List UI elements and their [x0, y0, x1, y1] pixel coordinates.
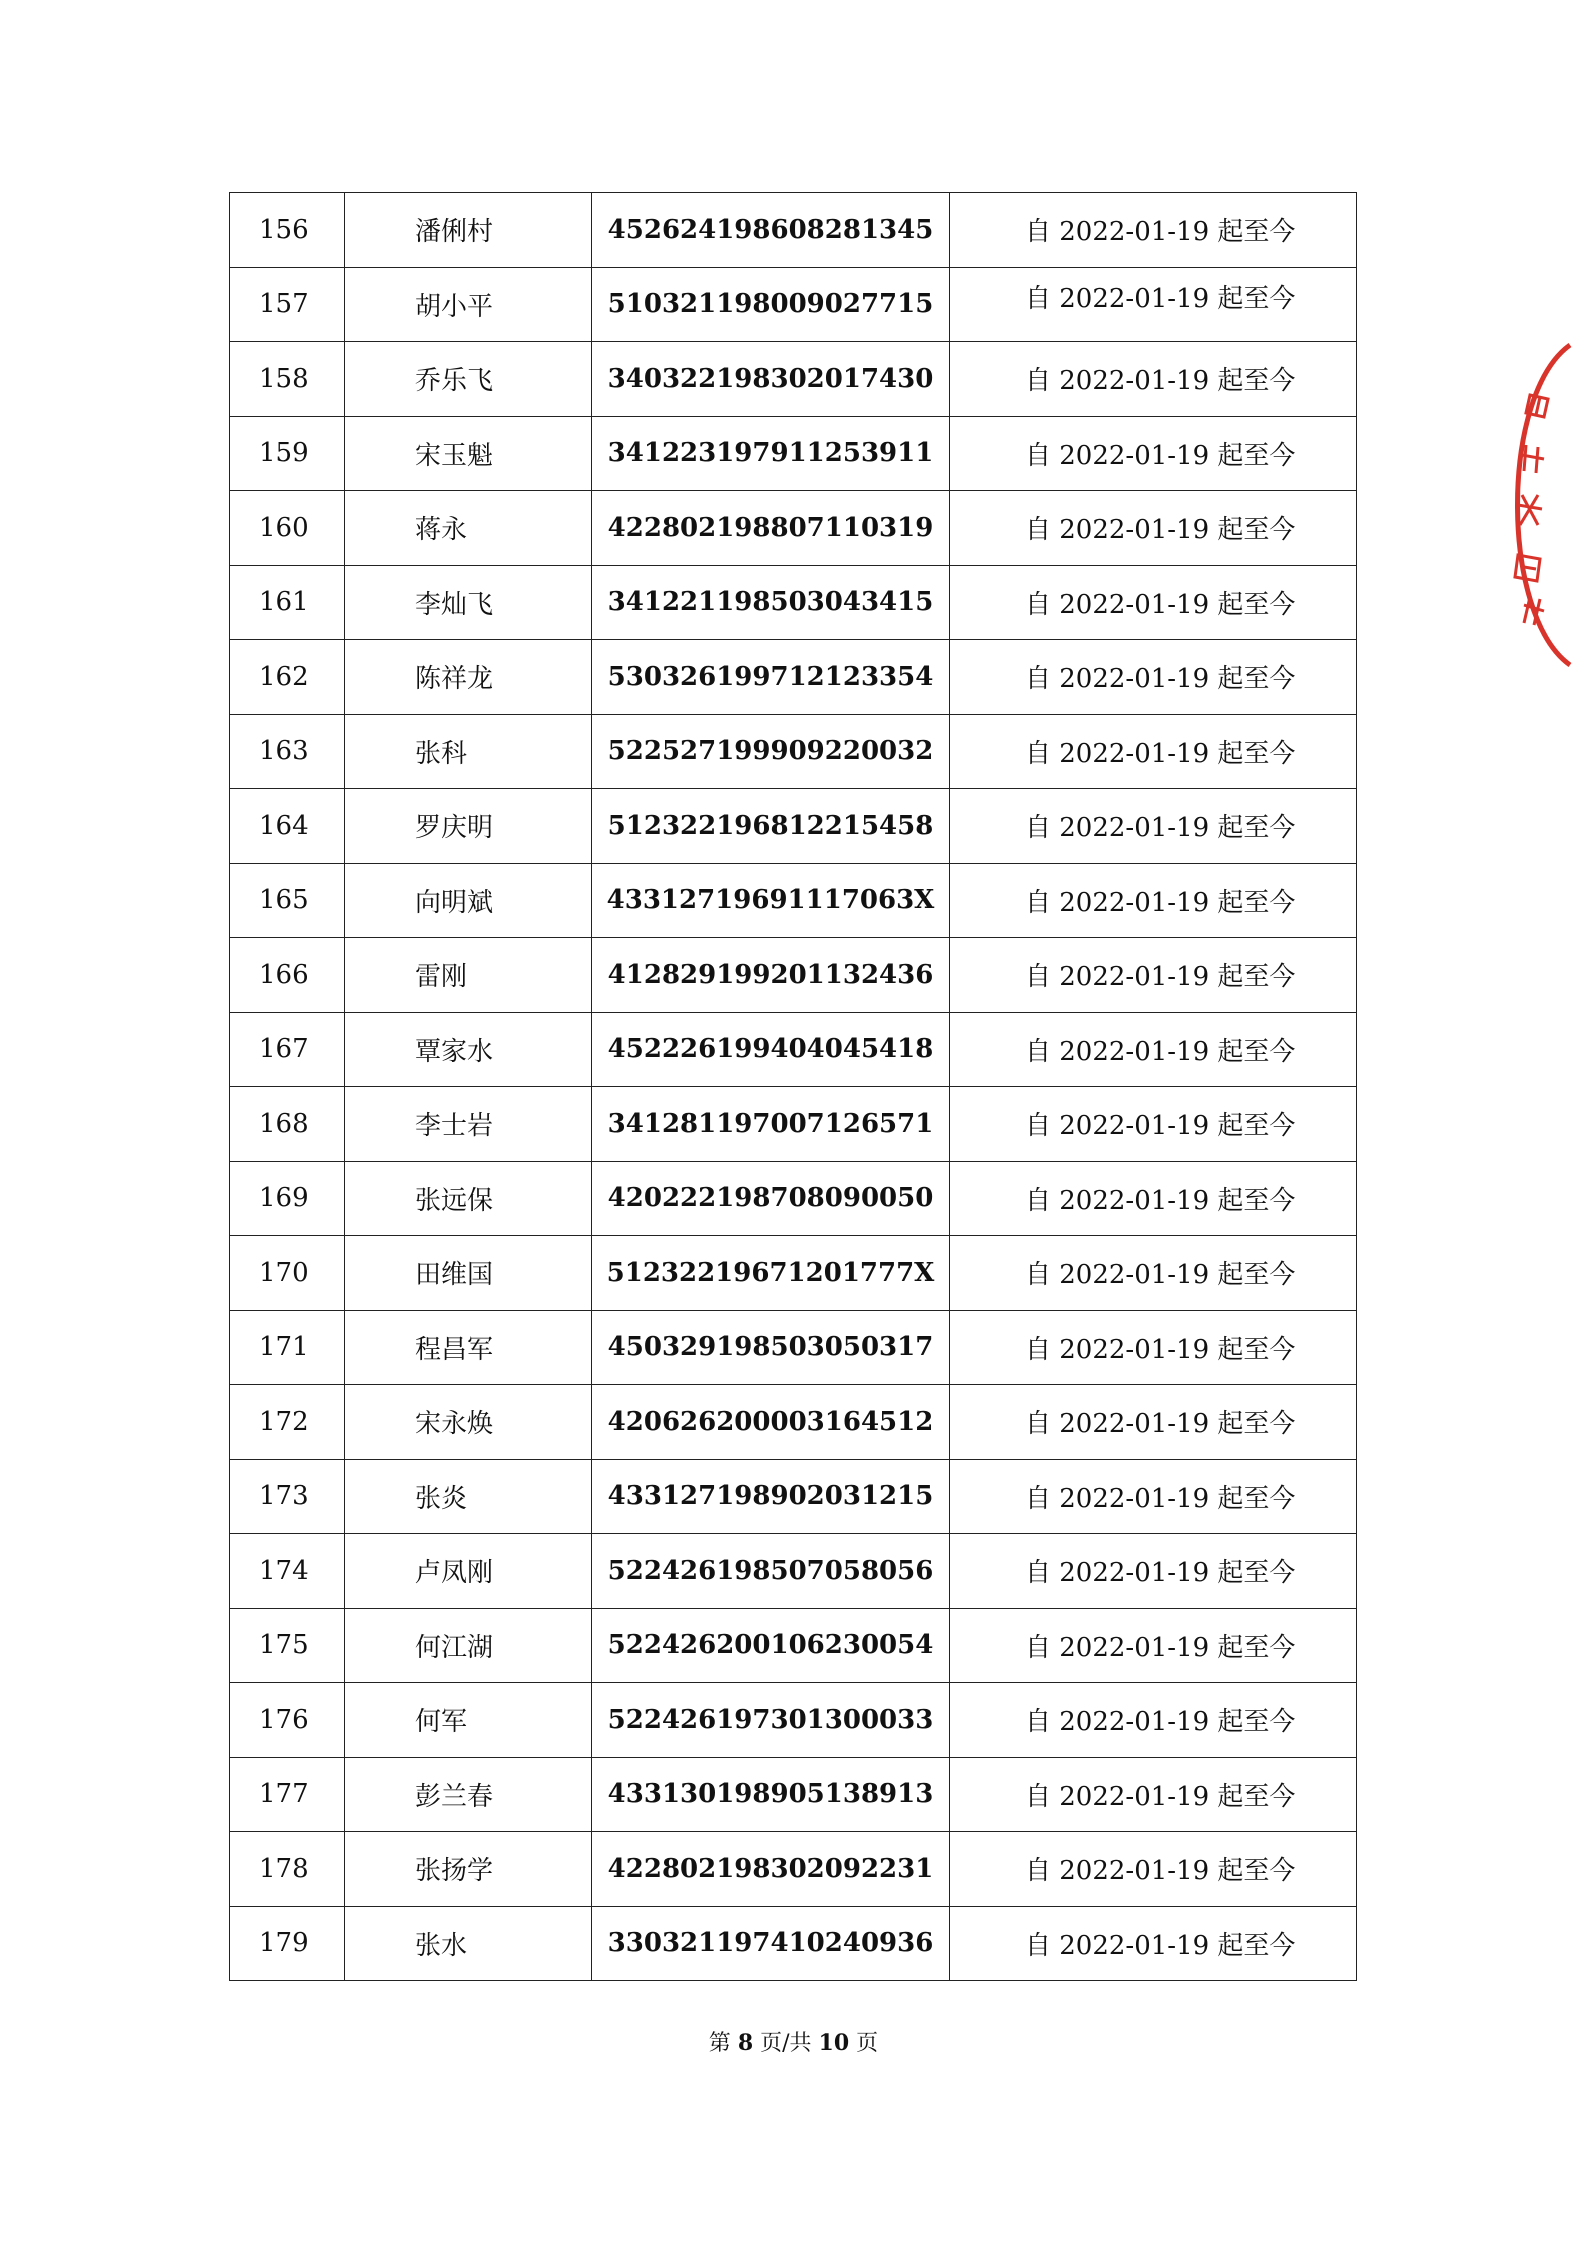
row-number: 170 — [259, 1257, 309, 1288]
id-number-cell — [592, 1608, 950, 1683]
id-number: 452226199404045418 — [607, 1034, 934, 1065]
roster-table — [229, 192, 1357, 1981]
id-number: 340322198302017430 — [607, 363, 934, 394]
id-number: 412829199201132436 — [607, 959, 934, 990]
validity-period-cell — [950, 1161, 1357, 1236]
validity-period: 自 2022-01-19 起至今 — [1025, 1409, 1296, 1440]
validity-period-cell — [950, 1310, 1357, 1385]
row-number-cell — [230, 267, 345, 342]
person-name-cell — [345, 714, 592, 789]
validity-period: 自 2022-01-19 起至今 — [1025, 962, 1296, 993]
id-number-cell — [592, 1310, 950, 1385]
row-number-cell — [230, 1310, 345, 1385]
id-number: 341223197911253911 — [607, 438, 934, 469]
validity-period: 自 2022-01-19 起至今 — [1025, 283, 1296, 314]
person-name-cell — [345, 1683, 592, 1758]
row-number: 176 — [259, 1704, 309, 1735]
validity-period-cell — [950, 1459, 1357, 1534]
id-number-cell — [592, 1385, 950, 1460]
person-name-cell — [345, 342, 592, 417]
person-name-cell — [345, 565, 592, 640]
id-number-cell — [592, 789, 950, 864]
row-number-cell — [230, 565, 345, 640]
validity-period: 自 2022-01-19 起至今 — [1025, 515, 1296, 546]
footer-current-page: 8 — [737, 2030, 754, 2056]
row-number-cell — [230, 863, 345, 938]
row-number-cell — [230, 640, 345, 715]
person-name-cell — [345, 193, 592, 268]
table-row — [230, 1012, 1357, 1087]
row-number: 167 — [259, 1034, 309, 1065]
person-name-cell — [345, 1087, 592, 1162]
person-name-cell — [345, 1608, 592, 1683]
validity-period-cell — [950, 193, 1357, 268]
id-number: 522426197301300033 — [607, 1704, 934, 1735]
validity-period-cell — [950, 938, 1357, 1013]
id-number-cell — [592, 938, 950, 1013]
validity-period: 自 2022-01-19 起至今 — [1025, 1111, 1296, 1142]
row-number: 161 — [259, 587, 309, 618]
id-number-cell — [592, 714, 950, 789]
person-name-cell — [345, 789, 592, 864]
validity-period: 自 2022-01-19 起至今 — [1025, 217, 1296, 248]
row-number-cell — [230, 714, 345, 789]
person-name: 向明斌 — [415, 887, 494, 918]
person-name: 程昌军 — [415, 1334, 494, 1365]
validity-period-cell — [950, 1385, 1357, 1460]
person-name: 胡小平 — [415, 291, 494, 322]
validity-period-cell — [950, 714, 1357, 789]
validity-period: 自 2022-01-19 起至今 — [1025, 1856, 1296, 1887]
row-number: 162 — [259, 661, 309, 692]
row-number-cell — [230, 1087, 345, 1162]
id-number-cell — [592, 1161, 950, 1236]
row-number: 175 — [259, 1630, 309, 1661]
person-name: 蒋永 — [415, 515, 468, 546]
person-name-cell — [345, 267, 592, 342]
row-number: 164 — [259, 810, 309, 841]
validity-period: 自 2022-01-19 起至今 — [1025, 1558, 1296, 1589]
validity-period: 自 2022-01-19 起至今 — [1025, 589, 1296, 620]
table-row — [230, 1161, 1357, 1236]
row-number: 157 — [259, 289, 309, 320]
row-number-cell — [230, 193, 345, 268]
row-number-cell — [230, 1608, 345, 1683]
validity-period-cell — [950, 491, 1357, 566]
table-row — [230, 1608, 1357, 1683]
person-name-cell — [345, 1534, 592, 1609]
person-name-cell — [345, 863, 592, 938]
id-number: 422802198807110319 — [607, 512, 934, 543]
person-name: 陈祥龙 — [415, 664, 494, 695]
table-row — [230, 565, 1357, 640]
table-row — [230, 1459, 1357, 1534]
person-name: 田维国 — [415, 1260, 494, 1291]
row-number: 177 — [259, 1779, 309, 1810]
person-name-cell — [345, 1757, 592, 1832]
validity-period: 自 2022-01-19 起至今 — [1025, 366, 1296, 397]
row-number: 166 — [259, 959, 309, 990]
person-name-cell — [345, 416, 592, 491]
id-number-cell — [592, 1534, 950, 1609]
row-number-cell — [230, 1832, 345, 1907]
person-name: 李灿飞 — [415, 589, 494, 620]
id-number: 522426200106230054 — [607, 1630, 934, 1661]
row-number: 158 — [259, 363, 309, 394]
row-number-cell — [230, 1012, 345, 1087]
person-name-cell — [345, 1012, 592, 1087]
person-name-cell — [345, 1385, 592, 1460]
validity-period-cell — [950, 1087, 1357, 1162]
validity-period-cell — [950, 1832, 1357, 1907]
validity-period-cell — [950, 416, 1357, 491]
validity-period: 自 2022-01-19 起至今 — [1025, 1707, 1296, 1738]
validity-period-cell — [950, 863, 1357, 938]
id-number-cell — [592, 1906, 950, 1981]
id-number-cell — [592, 267, 950, 342]
person-name-cell — [345, 1906, 592, 1981]
table-row — [230, 640, 1357, 715]
validity-period-cell — [950, 640, 1357, 715]
person-name: 罗庆明 — [415, 813, 494, 844]
person-name: 雷刚 — [415, 962, 468, 993]
row-number: 156 — [259, 214, 309, 245]
id-number: 522426198507058056 — [607, 1555, 934, 1586]
footer-total-pages: 10 — [818, 2030, 850, 2056]
id-number-cell — [592, 491, 950, 566]
person-name-cell — [345, 1310, 592, 1385]
validity-period-cell — [950, 1906, 1357, 1981]
row-number: 178 — [259, 1853, 309, 1884]
id-number-cell — [592, 1012, 950, 1087]
table-row — [230, 1683, 1357, 1758]
row-number-cell — [230, 1161, 345, 1236]
validity-period: 自 2022-01-19 起至今 — [1025, 813, 1296, 844]
id-number: 433127198902031215 — [607, 1481, 934, 1512]
row-number-cell — [230, 1459, 345, 1534]
row-number: 165 — [259, 885, 309, 916]
row-number: 179 — [259, 1928, 309, 1959]
validity-period: 自 2022-01-19 起至今 — [1025, 1260, 1296, 1291]
person-name: 李士岩 — [415, 1111, 494, 1142]
id-number-cell — [592, 1236, 950, 1311]
row-number-cell — [230, 1906, 345, 1981]
footer-middle: 页/共 — [760, 2031, 812, 2056]
person-name: 宋永焕 — [415, 1409, 494, 1440]
seal-stamp-icon — [1500, 335, 1587, 675]
person-name: 卢凤刚 — [415, 1558, 494, 1589]
id-number: 420626200003164512 — [607, 1406, 934, 1437]
person-name: 张水 — [415, 1930, 468, 1961]
footer-prefix: 第 — [708, 2031, 731, 2056]
table-row — [230, 1534, 1357, 1609]
table-row — [230, 1236, 1357, 1311]
table-row — [230, 1385, 1357, 1460]
validity-period-cell — [950, 1534, 1357, 1609]
validity-period-cell — [950, 1683, 1357, 1758]
validity-period-cell — [950, 565, 1357, 640]
id-number-cell — [592, 342, 950, 417]
person-name-cell — [345, 1236, 592, 1311]
table-row — [230, 1310, 1357, 1385]
id-number-cell — [592, 193, 950, 268]
validity-period: 自 2022-01-19 起至今 — [1025, 738, 1296, 769]
person-name: 张科 — [415, 738, 468, 769]
id-number-cell — [592, 640, 950, 715]
row-number: 171 — [259, 1332, 309, 1363]
row-number: 169 — [259, 1183, 309, 1214]
id-number: 51232219671201777X — [606, 1257, 935, 1288]
id-number-cell — [592, 1683, 950, 1758]
row-number: 163 — [259, 736, 309, 767]
person-name: 覃家水 — [415, 1036, 494, 1067]
id-number: 530326199712123354 — [607, 661, 934, 692]
validity-period: 自 2022-01-19 起至今 — [1025, 664, 1296, 695]
id-number: 422802198302092231 — [607, 1853, 934, 1884]
person-name: 张炎 — [415, 1483, 468, 1514]
person-name: 乔乐飞 — [415, 366, 494, 397]
id-number: 341221198503043415 — [607, 587, 934, 618]
person-name: 彭兰春 — [415, 1781, 494, 1812]
row-number-cell — [230, 342, 345, 417]
validity-period-cell — [950, 342, 1357, 417]
table-row — [230, 491, 1357, 566]
person-name: 张远保 — [415, 1185, 494, 1216]
person-name: 张扬学 — [415, 1856, 494, 1887]
person-name-cell — [345, 491, 592, 566]
footer-suffix: 页 — [856, 2031, 879, 2056]
table-row — [230, 1757, 1357, 1832]
id-number-cell — [592, 863, 950, 938]
validity-period-cell — [950, 267, 1357, 342]
row-number: 160 — [259, 512, 309, 543]
validity-period-cell — [950, 1012, 1357, 1087]
table-row — [230, 1906, 1357, 1981]
person-name: 潘俐村 — [415, 217, 494, 248]
validity-period: 自 2022-01-19 起至今 — [1025, 1483, 1296, 1514]
row-number-cell — [230, 789, 345, 864]
person-name-cell — [345, 1832, 592, 1907]
validity-period: 自 2022-01-19 起至今 — [1025, 440, 1296, 471]
table-row — [230, 1087, 1357, 1162]
id-number-cell — [592, 1459, 950, 1534]
page-footer — [0, 2026, 1587, 2057]
validity-period-cell — [950, 1608, 1357, 1683]
seal-glyph — [1522, 445, 1544, 473]
person-name-cell — [345, 1161, 592, 1236]
person-name: 何军 — [415, 1707, 468, 1738]
table-row — [230, 938, 1357, 1013]
row-number-cell — [230, 491, 345, 566]
person-name: 何江湖 — [415, 1632, 494, 1663]
validity-period: 自 2022-01-19 起至今 — [1025, 1036, 1296, 1067]
validity-period: 自 2022-01-19 起至今 — [1025, 1930, 1296, 1961]
id-number-cell — [592, 1087, 950, 1162]
id-number-cell — [592, 416, 950, 491]
row-number-cell — [230, 1683, 345, 1758]
row-number: 172 — [259, 1406, 309, 1437]
validity-period: 自 2022-01-19 起至今 — [1025, 1185, 1296, 1216]
id-number: 341281197007126571 — [607, 1108, 934, 1139]
id-number: 512322196812215458 — [607, 810, 934, 841]
id-number: 330321197410240936 — [607, 1928, 934, 1959]
validity-period: 自 2022-01-19 起至今 — [1025, 887, 1296, 918]
seal-glyph — [1515, 555, 1540, 581]
id-number-cell — [592, 565, 950, 640]
row-number: 173 — [259, 1481, 309, 1512]
id-number: 433130198905138913 — [607, 1779, 934, 1810]
person-name-cell — [345, 938, 592, 1013]
validity-period-cell — [950, 789, 1357, 864]
table-row — [230, 267, 1357, 342]
validity-period-cell — [950, 1236, 1357, 1311]
table-row — [230, 416, 1357, 491]
row-number: 159 — [259, 438, 309, 469]
id-number: 452624198608281345 — [607, 214, 934, 245]
table-row — [230, 789, 1357, 864]
table-row — [230, 714, 1357, 789]
id-number: 450329198503050317 — [607, 1332, 934, 1363]
table-row — [230, 342, 1357, 417]
validity-period: 自 2022-01-19 起至今 — [1025, 1334, 1296, 1365]
table-row — [230, 1832, 1357, 1907]
row-number-cell — [230, 1757, 345, 1832]
person-name-cell — [345, 640, 592, 715]
row-number-cell — [230, 1385, 345, 1460]
row-number-cell — [230, 1236, 345, 1311]
row-number-cell — [230, 1534, 345, 1609]
seal-glyph — [1518, 495, 1542, 525]
id-number: 420222198708090050 — [607, 1183, 934, 1214]
table-row — [230, 193, 1357, 268]
row-number-cell — [230, 416, 345, 491]
id-number: 522527199909220032 — [607, 736, 934, 767]
validity-period: 自 2022-01-19 起至今 — [1025, 1781, 1296, 1812]
validity-period-cell — [950, 1757, 1357, 1832]
row-number-cell — [230, 938, 345, 1013]
id-number: 510321198009027715 — [607, 289, 934, 320]
validity-period: 自 2022-01-19 起至今 — [1025, 1632, 1296, 1663]
person-name-cell — [345, 1459, 592, 1534]
id-number: 43312719691117063X — [606, 885, 935, 916]
id-number-cell — [592, 1757, 950, 1832]
table-row — [230, 863, 1357, 938]
row-number: 174 — [259, 1555, 309, 1586]
row-number: 168 — [259, 1108, 309, 1139]
person-name: 宋玉魁 — [415, 440, 494, 471]
id-number-cell — [592, 1832, 950, 1907]
